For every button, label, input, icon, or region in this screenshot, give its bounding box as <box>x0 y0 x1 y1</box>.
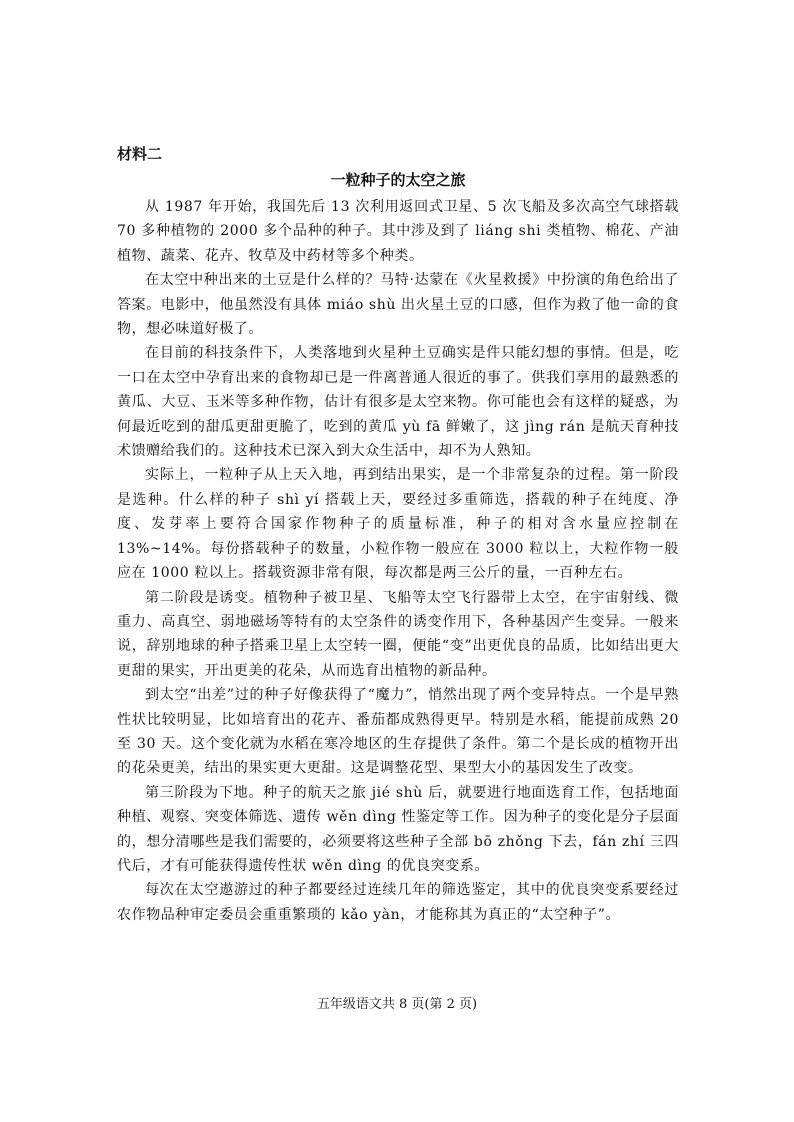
paragraph-2: 在太空中种出来的土豆是什么样的？马特·达蒙在《火星救援》中扮演的角色给出了答案。电影中，他虽然没有具体 miáo shù 出火星土豆的口感，但作为救了他一命的食物，想必味道好极了。 <box>117 272 679 338</box>
paragraph-4: 实际上，一粒种子从上天入地，再到结出果实，是一个非常复杂的过程。第一阶段是选种。什么样的种子 shì yí 搭载上天，要经过多重筛选，搭载的种子在纯度、净度、发芽率上要符合国家作物种子的质量标准，种子的相对含水量应控制在 13%~14%。每份搭载种子的数量，小粒作物一般应在 3000 粒以上，大粒作物一般应在 1000 粒以上。搭载资源非常有限，每次都是两三公斤的量，一百种左右。 <box>117 467 679 582</box>
section-label: 材料二 <box>117 145 163 163</box>
page-footer: 五年级语文共 8 页(第 2 页) <box>316 997 478 1012</box>
paragraph-5: 第二阶段是诱变。植物种子被卫星、飞船等太空飞行器带上太空，在宇宙射线、微重力、高真空、弱地磁场等特有的太空条件的诱变作用下，各种基因产生变异。一般来说，辞别地球的种子搭乘卫星上太空转一圈，便能“变”出更优良的品质，比如结出更大更甜的果实，开出更美的花朵，从而选育出植物的新品种。 <box>117 589 679 679</box>
paragraph-6: 到太空“出差”过的种子好像获得了“魔力”，悄然出现了两个变异特点。一个是早熟性状比较明显，比如培育出的花卉、番茄都成熟得更早。特别是水稻，能提前成熟 20 至 30 天。这个变化就为水稻在寒冷地区的生存提供了条件。第二个是长成的植物开出的花朵更美，结出的果实更大更甜。这是调整花型、果型大小的基因发生了改变。 <box>117 687 679 777</box>
paragraph-8: 每次在太空遨游过的种子都要经过连续几年的筛选鉴定，其中的优良突变系要经过农作物品种审定委员会重重繁琐的 kǎo yàn，才能称其为真正的“太空种子”。 <box>117 882 679 923</box>
document-body <box>117 143 679 927</box>
article-title: 一粒种子的太空之旅 <box>330 171 466 189</box>
paragraph-7: 第三阶段为下地。种子的航天之旅 jié shù 后，就要进行地面选育工作，包括地面种植、观察、突变体筛选、遗传 wěn dìng 性鉴定等工作。因为种子的变化是分子层面的，想分清哪些是我们需要的，必须要将这些种子全部 bō zhǒng 下去，fán zhí 三四代后，才有可能获得遗传性状 wěn dìng 的优良突变系。 <box>117 784 679 874</box>
paragraph-3: 在目前的科技条件下，人类落地到火星种土豆确实是件只能幻想的事情。但是，吃一口在太空中孕育出来的食物却已是一件离普通人很近的事了。供我们享用的最熟悉的黄瓜、大豆、玉米等多种作物，估计有很多是太空来物。你可能也会有这样的疑惑，为何最近吃到的甜瓜更甜更脆了，吃到的黄瓜 yù fā 鲜嫩了，这 jìng rán 是航天育种技术馈赠给我们的。这种技术已深入到大众生活中，却不为人熟知。 <box>117 345 679 460</box>
paragraph-1: 从 1987 年开始，我国先后 13 次利用返回式卫星、5 次飞船及多次高空气球搭载 70 多种植物的 2000 多个品种的种子。其中涉及到了 liáng shi 类植物、棉花、产油植物、蔬菜、花卉、牧草及中药材等多个种类。 <box>117 199 679 264</box>
